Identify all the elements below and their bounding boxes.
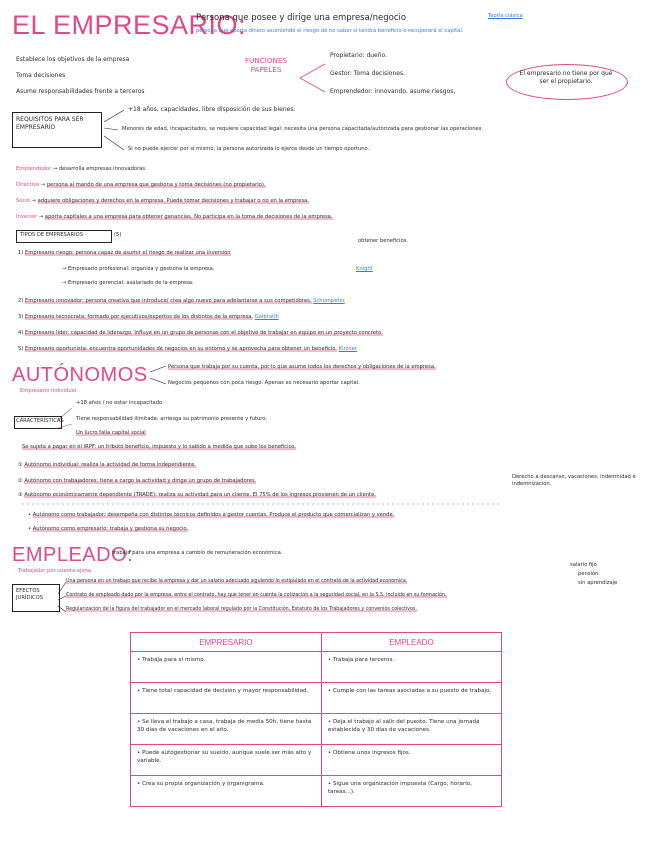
caracteristica-text: Un lucro falla capital social — [76, 430, 146, 436]
cell-text: Crea su propia organización y organigrama. — [142, 781, 265, 787]
column-header: EMPLEADO — [321, 633, 501, 652]
empresario-definition: Persona que posee y dirige una empresa/negocio — [196, 13, 407, 23]
caracteristica: Tiene responsabilidad ilimitada: arriesga su patrimonio presente y futuro. — [76, 416, 268, 422]
autonomo-extra: • Autónomo como empresario: trabaja y gestiona su negocio. — [28, 526, 189, 532]
efecto-item — [66, 578, 407, 585]
table-row — [131, 714, 502, 745]
tipo-note: obtener beneficios. — [358, 238, 409, 244]
table-cell: • Trabaja para terceros. — [321, 652, 501, 683]
cell-text: Sigue una organización impuesta (Cargo, horario, tareas...). — [327, 781, 473, 795]
table-cell: • Deja el trabajo al salir del puesto. Tiene una jornada establecida y 30 días de vacaciones. — [321, 714, 501, 745]
definition-term: Inversor — [16, 214, 38, 220]
caracteristica: +18 años / no estar incapacitado — [76, 400, 163, 406]
empleado-title: EMPLEADO: — [12, 544, 134, 566]
autonomos-def-line: Persona que trabaja por su cuenta, por lo que asume todos los derechos y obligaciones de la empresa. — [168, 364, 436, 370]
autonomo-tipo-text: Autónomo individual: realiza la actividad de forma independiente. — [24, 462, 196, 468]
tipo-text: Empresario oportunista: encuentra oportunidades de negocios en su entorno y se aprovecha para obtener un beneficio. — [25, 346, 337, 352]
tipo-note: Schumpeter — [313, 298, 345, 304]
tipo-item: → Empresario profesional: organiza y gestiona la empresa. — [62, 266, 215, 272]
autonomos-title: AUTÓNOMOS — [12, 364, 148, 386]
table-row — [131, 745, 502, 776]
definition-term: Directivo — [16, 182, 40, 188]
definition-text: desarrolla empresas innovadoras. — [58, 166, 147, 172]
table-cell: • Trabaja para sí mismo. — [131, 652, 322, 683]
funcion-item: Gestor: Toma decisiones. — [330, 70, 405, 77]
cell-text: Se lleva el trabajo a casa, trabaja de media 50h, tiene hasta 30 días de vacaciones en el año. — [137, 719, 312, 733]
caracteristica — [22, 444, 296, 451]
table-cell: • Sigue una organización impuesta (Cargo, horario, tareas...). — [321, 776, 501, 807]
definition-text: aporta capitales a una empresa para obtener ganancias. No participa en la toma de decisiones de la empresa. — [44, 214, 333, 220]
autonomo-tipo-text: Autónomo económicamente dependiente (TRADE): realiza su actividad para un cliente. El 75% de los ingresos provienen de un cliente. — [24, 492, 376, 498]
requisito-item: +18 años, capacidades, libre disposición de sus bienes. — [128, 106, 296, 113]
table-row — [131, 683, 502, 714]
autonomos-definition-2: Negocios pequeños con poca riesgo. Apenas es necesario aportar capital. — [168, 380, 360, 386]
table-cell: • Se lleva el trabajo a casa, trabaja de media 50h, tiene hasta 30 días de vacaciones en el año. — [131, 714, 322, 745]
tipos-count: (5) — [114, 232, 122, 238]
funcion-item: Propietario: dueño. — [330, 52, 388, 59]
efecto-item — [66, 606, 417, 613]
teoria-clasica-note: Teoría clásica — [488, 13, 523, 19]
bullet-item: Asume responsabilidades frente a terceros — [16, 88, 145, 95]
table-cell: • Cumple con las tareas asociadas a su puesto de trabajo. — [321, 683, 501, 714]
table-cell: • Obtiene unos ingresos fijos. — [321, 745, 501, 776]
cell-text: Puede autogestionar su sueldo, aunque suele ser más alto y variable. — [137, 750, 312, 764]
empleado-definition: trabaja para una empresa a cambio de remuneración económica. — [112, 550, 283, 556]
definition-row: Directivo → persona al mando de una empresa que gestiona y toma decisiones (no propietario). — [16, 182, 266, 188]
caracteristicas-label: CARACTERÍSTICAS — [16, 418, 64, 424]
definition-text: adquiere obligaciones y derechos en la empresa. Puede tomar decisiones y trabajar o no en la empresa. — [37, 198, 310, 204]
propietario-note: El empresario no tiene por qué ser el propietario. — [519, 70, 613, 85]
cell-text: Trabaja para sí mismo. — [142, 657, 206, 663]
tipo-text: Empresario líder: capacidad de liderazgo. Influye en un grupo de personas con el objetivo de trabajar en equipo en un proyecto concreto. — [25, 330, 383, 336]
cell-text: Deja el trabajo al salir del puesto. Tiene una jornada establecida y 30 días de vacaciones. — [327, 719, 480, 733]
efecto-text: Una persona en un trabajo que recibe la empresa y dar un salario adecuado siguiendo lo estipulado en el contrato de la actividad económica. — [66, 579, 408, 584]
side-note: pensión — [578, 571, 599, 577]
definition-row: Inversor → aporta capitales a una empresa para obtener ganancias. No participa en la toma de decisiones de la empresa. — [16, 214, 333, 220]
table-cell: • Tiene total capacidad de decisión y mayor responsabilidad. — [131, 683, 322, 714]
requisito-item: Si no puede ejercer por sí mismo, la persona autorizada lo ejerce desde un tiempo oportuno. — [128, 146, 370, 152]
tipo-item: 5) Empresario oportunista: encuentra oportunidades de negocios en su entorno y se aprovecha para obtener un beneficio. Kirzner — [18, 346, 357, 352]
autonomo-tipo: ② Autónomo con trabajadores: tiene a cargo la actividad y dirige un grupo de trabajadores. — [18, 478, 257, 484]
autonomo-tipo: ① Autónomo individual: realiza la actividad de forma independiente. — [18, 462, 196, 468]
efecto-text: Regularización de la figura del trabajador en el mercado laboral regulado por la Constitución, Estatuto de los Trabajadores y convenios colectivos. — [66, 607, 417, 612]
definition-text: persona al mando de una empresa que gestiona y toma decisiones (no propietario). — [46, 182, 266, 188]
tipo-number: 1 — [18, 250, 22, 256]
table-row — [131, 652, 502, 683]
autonomo-tipo: ③ Autónomo económicamente dependiente (TRADE): realiza su actividad para un cliente. El 75% de los ingresos provienen de un cliente. — [18, 492, 376, 498]
funcion-item: Emprendedor: innovando, asume riesgos. — [330, 88, 456, 95]
cell-text: Tiene total capacidad de decisión y mayor responsabilidad. — [142, 688, 309, 694]
bullet-item: Toma decisiones — [16, 72, 66, 79]
table-cell: • Crea su propia organización y organigrama. — [131, 776, 322, 807]
comparison-table — [130, 632, 502, 807]
requisito-item: Menores de edad, incapacitados, se requiere capacidad legal: necesita una persona capacitada/autorizada para gestionar las operaciones. — [122, 126, 484, 132]
table-row — [131, 776, 502, 807]
cell-text: Obtiene unos ingresos fijos. — [333, 750, 411, 756]
tipo-item: → Empresario gerencial: asalariado de la empresa. — [62, 280, 194, 286]
definition-term: Emprendedor — [16, 166, 52, 172]
tipo-note: Knight — [356, 266, 373, 272]
trade-note: Derecho a descanso, vacaciones, indemnidad e indemnización. — [512, 474, 636, 487]
tipo-item: 3) Empresario tecnócrata: formado por ejecutivos/expertos de los distintos de la empresa. Galbraith — [18, 314, 279, 320]
tipo-number: 3 — [18, 314, 22, 320]
table-cell: • Puede autogestionar su sueldo, aunque suele ser más alto y variable. — [131, 745, 322, 776]
side-note: sin aprendizaje — [578, 580, 618, 586]
efecto-text: Contrato de empleado dado por la empresa: entre el contrato, hay que tener en cuenta la cotización a la seguridad social, en la S.S. incluido en su formación. — [66, 593, 447, 598]
tipo-note: Galbraith — [254, 314, 279, 320]
autonomo-extra: • Autónomo como trabajador: desempeña con distintos técnicos definidos a gestor cuentas. Produce el producto que comercializan y vende. — [28, 512, 395, 518]
definition-row: Socio → adquiere obligaciones y derechos en la empresa. Puede tomar decisiones y trabajar o no en la empresa. — [16, 198, 310, 204]
tipos-label: TIPOS DE EMPRESARIOS — [20, 232, 83, 238]
requisitos-label: REQUISITOS PARA SER EMPRESARIO — [16, 116, 84, 131]
caracteristica-text: Se sujeta a pagar en el IRPF: un tributo beneficio, impuesto y lo sabido a medida que sube los beneficios. — [22, 444, 297, 450]
tipo-item: 4) Empresario líder: capacidad de liderazgo. Influye en un grupo de personas con el objetivo de trabajar en equipo en un proyecto concreto. — [18, 330, 383, 336]
side-note: salario fijo — [570, 562, 597, 568]
empleado-subtitle: Trabajador por cuenta ajena — [18, 568, 92, 574]
efecto-item — [66, 592, 447, 599]
tipo-item: 1) Empresario riesgo: persona capaz de asumir el riesgo de realizar una inversión — [18, 250, 231, 256]
tipo-number: 4 — [18, 330, 22, 336]
efectos-label: EFECTOS JURÍDICOS — [16, 588, 43, 601]
table-header-row — [131, 633, 502, 652]
tipo-text: Empresario innovador: persona creativa que introduce/ crea algo nuevo para adelantarse a sus competidores. — [25, 298, 312, 304]
bullet-item: Establece los objetivos de la empresa — [16, 56, 130, 63]
caracteristica — [76, 430, 146, 437]
tipo-number: 2 — [18, 298, 22, 304]
funciones-label: FUNCIONES PAPELES — [244, 56, 288, 74]
cell-text: Cumple con las tareas asociadas a su puesto de trabajo. — [333, 688, 492, 694]
tipo-text: Empresario riesgo: persona capaz de asumir el riesgo de realizar una inversión — [25, 250, 231, 256]
tipo-number: 5 — [18, 346, 22, 352]
autonomos-definition — [168, 364, 436, 371]
empresario-subdefinition: persona que aporta dinero asumiendo el riesgo de no saber si tendrá beneficio ó recuperará el capital. — [196, 28, 464, 34]
column-header: EMPRESARIO — [131, 633, 322, 652]
page-title: EL EMPRESARIO: — [12, 10, 247, 40]
autonomo-extra-text: Autónomo como trabajador: desempeña con distintos técnicos definidos a gestor cuentas. Produce el producto que comercializan y vende. — [32, 512, 395, 518]
definition-row: Emprendedor → desarrolla empresas innovadoras. — [16, 166, 147, 172]
cell-text: Trabaja para terceros. — [333, 657, 395, 663]
tipo-note: Kirzner — [338, 346, 357, 352]
tipo-text: Empresario tecnócrata: formado por ejecutivos/expertos de los distintos de la empresa. — [25, 314, 254, 320]
autonomo-tipo-text: Autónomo con trabajadores: tiene a cargo la actividad y dirige un grupo de trabajadores. — [24, 478, 257, 484]
tipo-item: 2) Empresario innovador: persona creativa que introduce/ crea algo nuevo para adelantarse a sus competidores. Schumpeter — [18, 298, 345, 304]
definition-term: Socio — [16, 198, 30, 204]
autonomo-extra-text: Autónomo como empresario: trabaja y gestiona su negocio. — [32, 526, 189, 532]
autonomos-subtitle: Empresario individual — [20, 388, 77, 394]
